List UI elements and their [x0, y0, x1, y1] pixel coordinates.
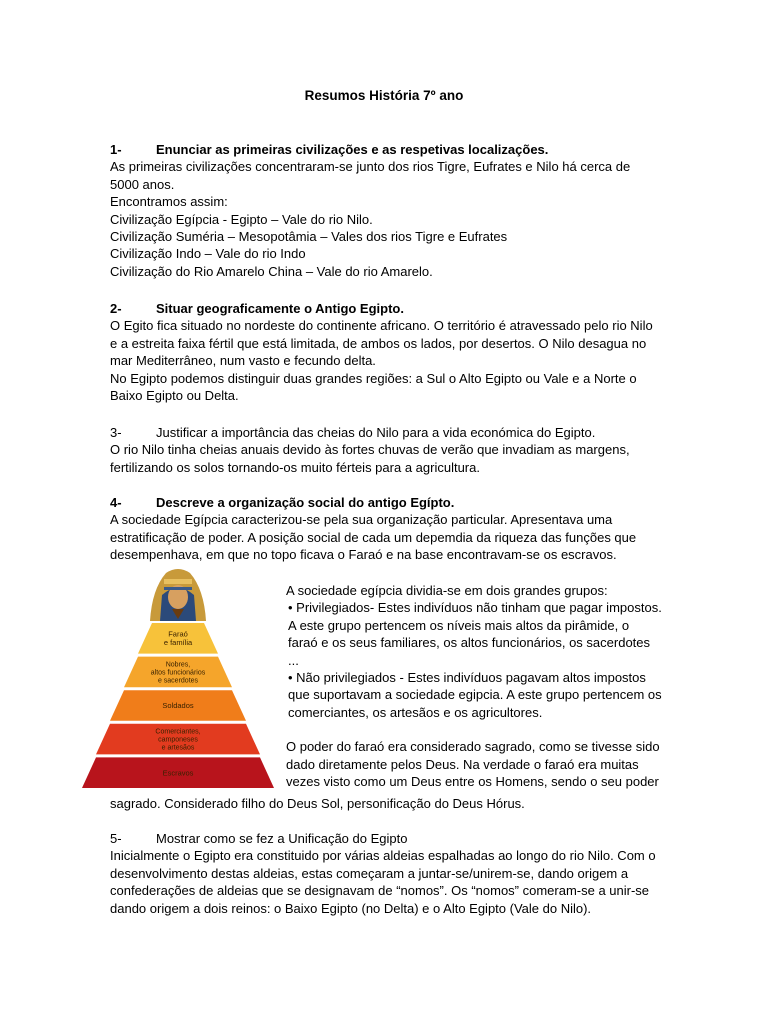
- section-title: Justificar a importância das cheias do Nilo para a vida económica do Egipto.: [156, 425, 596, 440]
- pyramid-tier-label: Nobres,: [165, 661, 191, 669]
- pyramid-tier-label: camponeses: [158, 736, 198, 744]
- section-5: [110, 830, 660, 917]
- paragraph: No Egipto podemos distinguir duas grandes regiões: a Sul o Alto Egipto ou Vale e a Norte o Baixo Egipto ou Delta.: [110, 370, 637, 404]
- section-title: Mostrar como se fez a Unificação do Egipto: [156, 831, 408, 846]
- section-number: 3-: [110, 425, 122, 440]
- section-1: [110, 141, 660, 280]
- section-heading: [110, 141, 660, 158]
- section-number: 2-: [110, 301, 122, 316]
- pyramid-tier-label: Comerciantes,: [155, 728, 201, 736]
- paragraph: sagrado. Considerado filho do Deus Sol, personificação do Deus Hórus.: [110, 796, 525, 811]
- paragraph: A sociedade Egípcia caracterizou-se pela sua organização particular. Apresentava uma estratificação de poder. A posição social de cada um depemdia da riqueza das funções que desempenhava, em que no topo ficava o Faraó e na base encontravam-se os escravos.: [110, 512, 637, 563]
- section-title: Enunciar as primeiras civilizações e as respetivas localizações.: [156, 142, 549, 157]
- pyramid-tier-label: e artesãos: [161, 744, 195, 752]
- list-item-non-privileged: • Não privilegiados - Estes indivíduos pagavam altos impostos que suportavam a sociedade egipcia. A este grupo pertencem os comerciantes, os artesãos e os agricultores.: [288, 670, 662, 720]
- section-title: Situar geograficamente o Antigo Egipto.: [156, 301, 404, 316]
- section-heading: [110, 830, 660, 847]
- page-title: Resumos História 7º ano: [304, 88, 464, 103]
- social-pyramid-figure: [80, 565, 276, 795]
- section-4-closing: [110, 795, 660, 812]
- paragraph: O poder do faraó era considerado sagrado, como se tivesse sido dado diretamente pelos Deus. Na verdade o faraó era muitas vezes visto como um Deus entre os Homens, sendo o seu poder: [286, 739, 660, 790]
- pyramid-tier-label: Soldados: [162, 701, 194, 711]
- section-heading: [110, 300, 660, 317]
- section-title: Descreve a organização social do antigo Egípto.: [156, 495, 455, 510]
- section-number: 5-: [110, 831, 122, 846]
- paragraph: Inicialmente o Egipto era constituido por várias aldeias espalhadas ao longo do rio Nilo. Com o desenvolvimento destas aldeias, estas começaram a juntar-se/unirem-se, dando origem a confederações de aldeias que se designavam de “nomos”. Os “nomos” comeram-se a unir-se dando origem a dois reinos: o Baixo Egipto (no Delta) e o Alto Egipto (Vale do Nilo).: [110, 848, 656, 916]
- pyramid-tier-label: e sacerdotes: [157, 677, 199, 685]
- pharaoh-bust-icon: [150, 569, 206, 621]
- list-line: Civilização Egípcia - Egipto – Vale do rio Nilo.: [110, 211, 373, 227]
- list-line: Civilização Indo – Vale do rio Indo: [110, 246, 306, 262]
- pyramid-tier-label: e família: [163, 638, 193, 648]
- pyramid-tier-label: Escravos: [162, 768, 194, 778]
- paragraph: As primeiras civilizações concentraram-se junto dos rios Tigre, Eufrates e Nilo há cerca de 5000 anos.: [110, 159, 631, 192]
- section-heading: [110, 494, 660, 511]
- list-line: Civilização do Rio Amarelo China – Vale do rio Amarelo.: [110, 263, 433, 279]
- pyramid-tier-label: Faraó: [168, 629, 188, 639]
- paragraph: O Egito fica situado no nordeste do continente africano. O território é atravessado pelo rio Nilo e a estreita faixa fértil que está limitada, de ambos os lados, por desertos. O Nilo desagua no mar Mediterrâneo, num vasto e fecundo delta.: [110, 318, 653, 369]
- social-pyramid-image: [80, 565, 276, 795]
- paragraph: A sociedade egípcia dividia-se em dois grandes grupos:: [286, 583, 608, 598]
- section-3: [110, 424, 660, 476]
- paragraph: O rio Nilo tinha cheias anuais devido às fortes chuvas de verão que invadiam as margens, fertilizando os solos tornando-os muito férteis para a agricultura.: [110, 442, 630, 475]
- section-4: [110, 494, 660, 564]
- section-2: [110, 300, 660, 404]
- paragraph: Encontramos assim:: [110, 194, 228, 210]
- section-number: 4-: [110, 495, 122, 510]
- section-number: 1-: [110, 142, 122, 157]
- list-line: Civilização Suméria – Mesopotâmia – Vales dos rios Tigre e Eufrates: [110, 229, 508, 245]
- social-groups-text: [286, 582, 662, 790]
- pyramid-tier-label: altos funcionários: [150, 669, 206, 677]
- list-item-privileged: • Privilegiados- Estes indivíduos não tinham que pagar impostos. A este grupo pertencem os níveis mais altos da pirâmide, o faraó e os seus familiares, os altos funcionários, os sacerdotes ...: [288, 600, 662, 668]
- section-heading: [110, 424, 660, 441]
